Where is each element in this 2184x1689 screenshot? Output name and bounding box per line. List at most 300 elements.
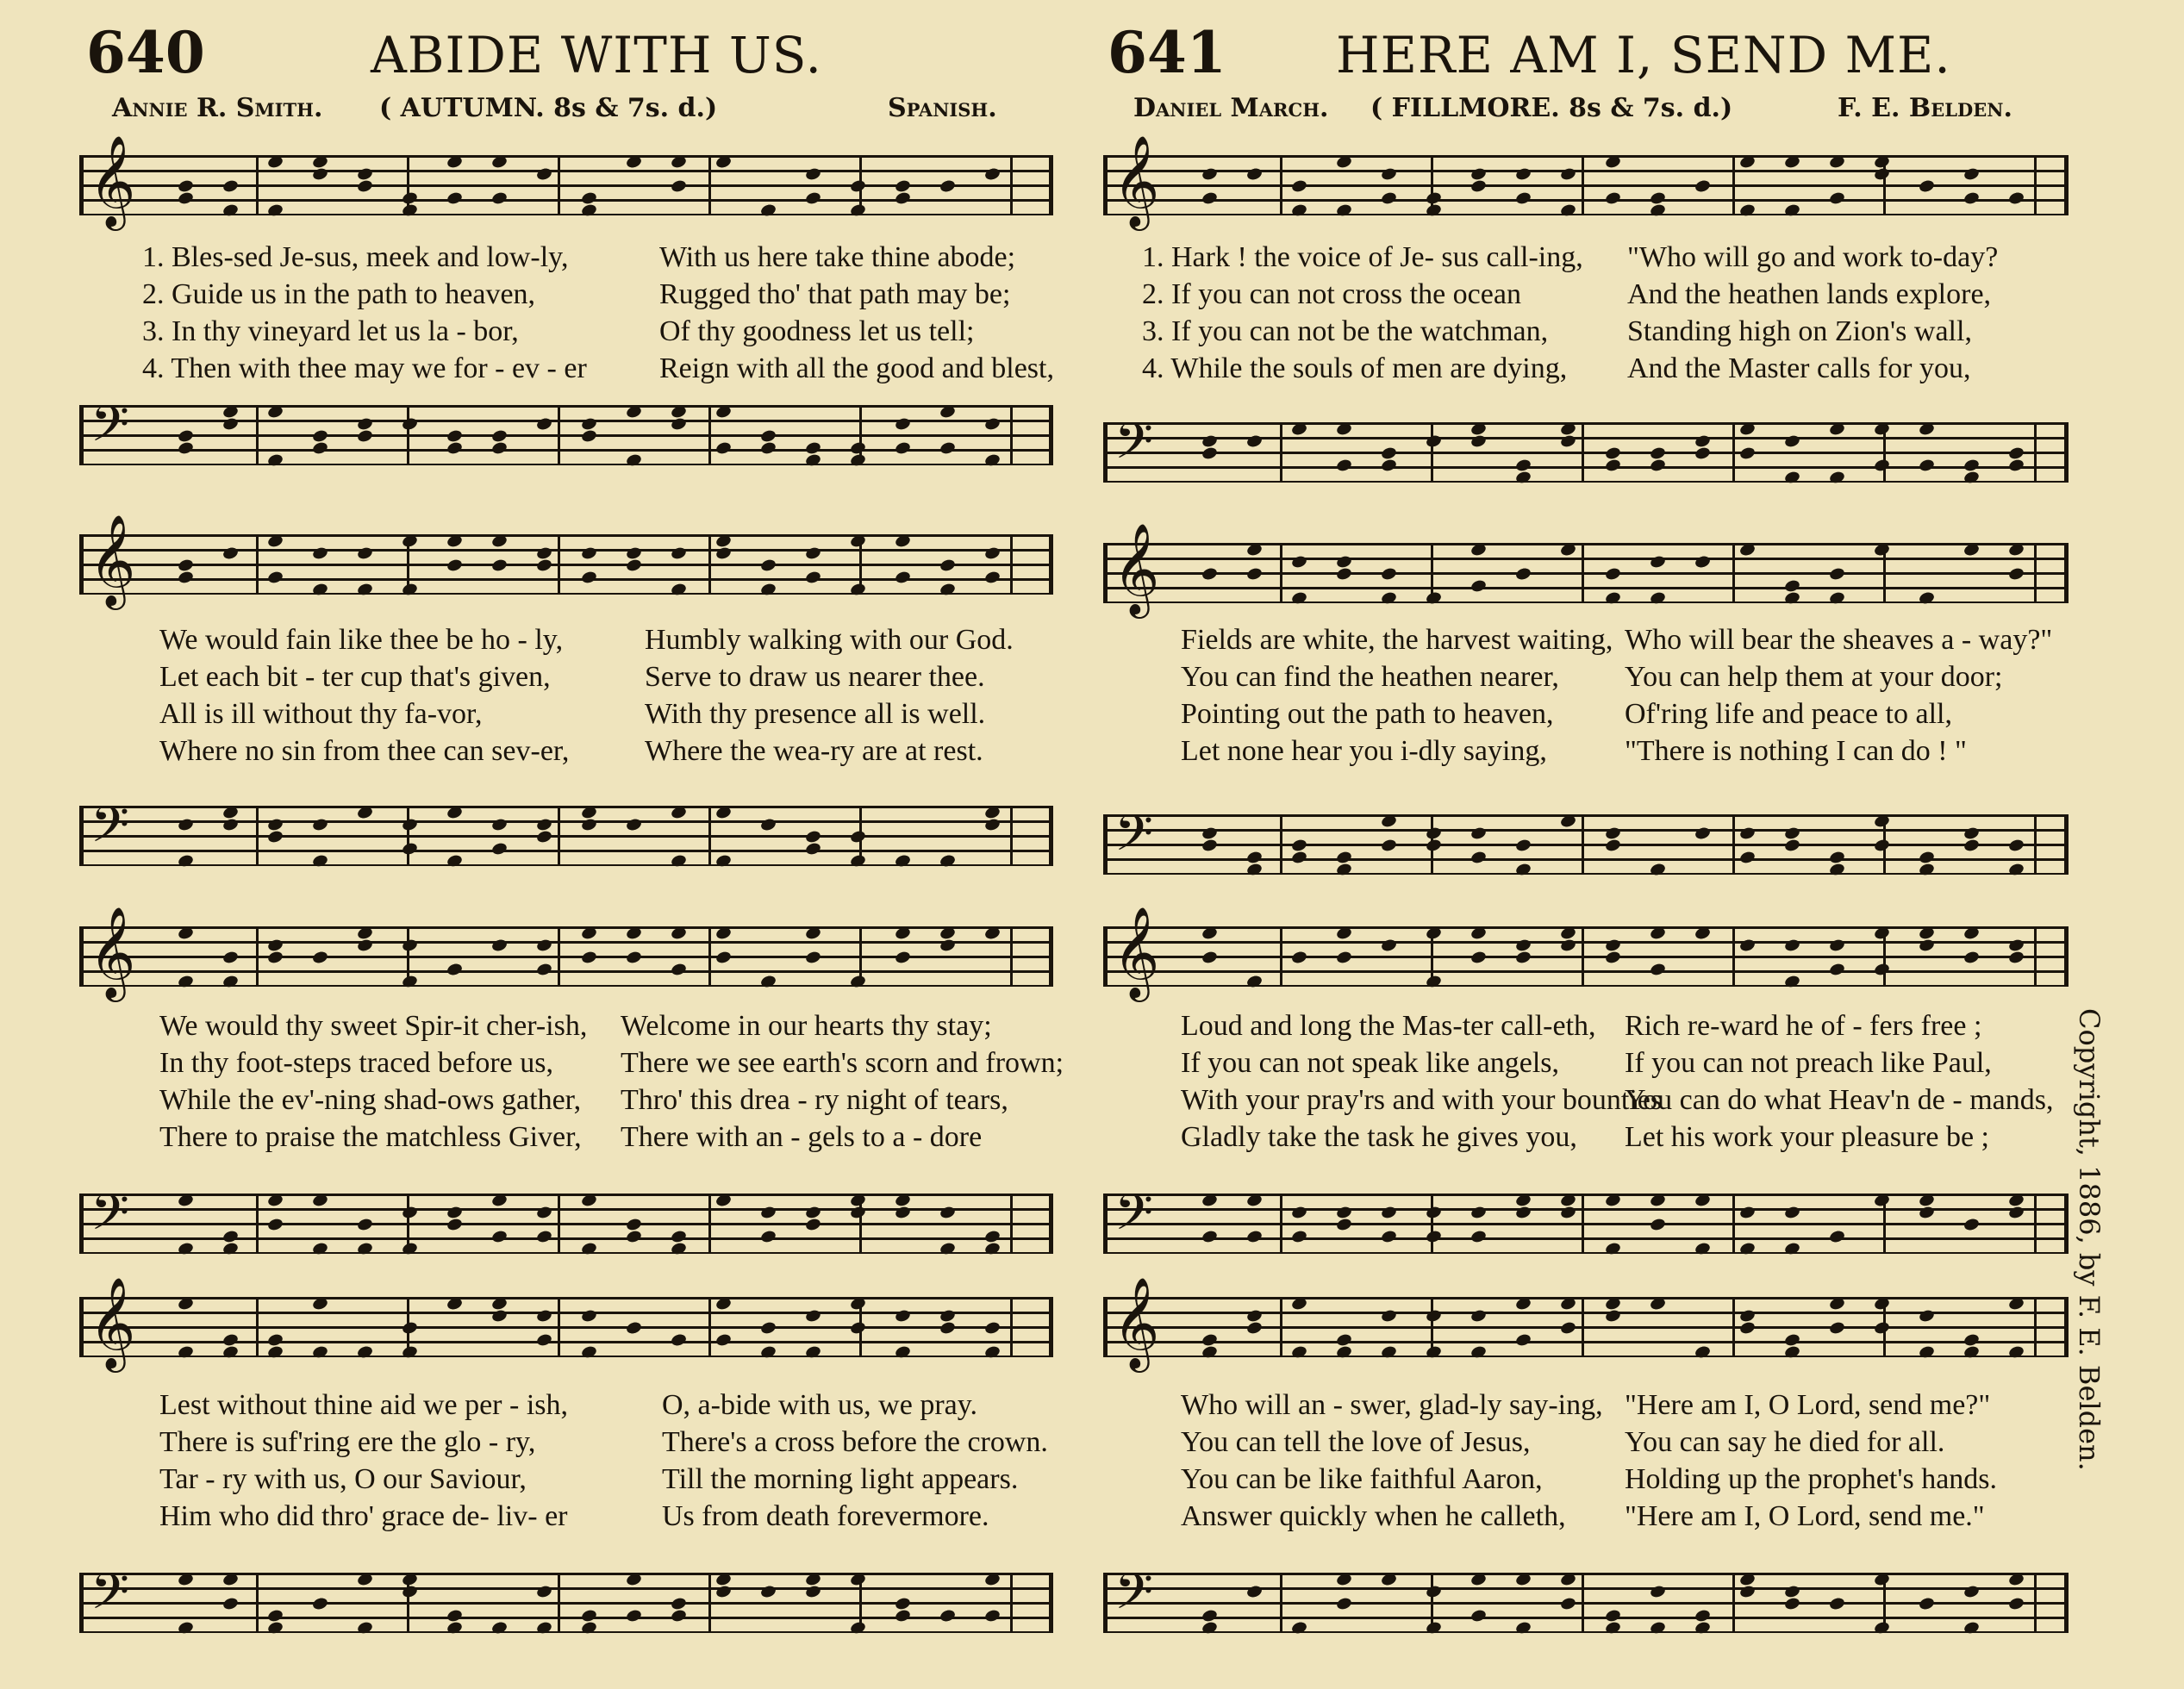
notehead: [1559, 203, 1576, 217]
notehead: [1335, 421, 1352, 436]
notehead: [401, 817, 418, 832]
notehead: [804, 440, 821, 455]
notehead: [1649, 590, 1666, 605]
notehead: [1380, 166, 1397, 181]
notehead: [1604, 1620, 1621, 1635]
lyric-line: 1. Hark ! the voice of Je- sus call-ing,: [1142, 241, 1583, 273]
barline: [1883, 926, 1886, 987]
notehead: [1738, 446, 1756, 460]
notehead: [535, 817, 552, 832]
barline: [407, 806, 409, 866]
notehead: [804, 1217, 821, 1231]
notehead: [1649, 1584, 1666, 1599]
notehead: [1514, 950, 1532, 964]
notehead: [1828, 590, 1845, 605]
notehead: [1335, 1572, 1352, 1586]
barline: [708, 806, 711, 866]
notehead: [939, 938, 956, 952]
notehead: [1694, 1620, 1711, 1635]
notehead: [2007, 950, 2025, 964]
notehead: [1738, 1241, 1756, 1256]
notehead: [1559, 926, 1576, 940]
treble-clef-icon: 𝄞: [1113, 522, 1160, 614]
notehead: [2007, 1296, 2025, 1311]
barline: [1010, 534, 1013, 595]
notehead: [356, 178, 373, 193]
notehead: [1783, 826, 1800, 840]
notehead: [849, 1296, 866, 1311]
notehead: [714, 1584, 732, 1599]
notehead: [1918, 850, 1935, 864]
notehead: [983, 1608, 1001, 1623]
notehead: [804, 452, 821, 467]
notehead: [1470, 826, 1487, 840]
lyric-line: Reign with all the good and blest,: [659, 352, 1054, 384]
notehead: [490, 154, 508, 169]
notehead: [1873, 1296, 1890, 1311]
notehead: [1380, 838, 1397, 852]
notehead: [446, 1296, 463, 1311]
notehead: [311, 853, 328, 868]
notehead: [1380, 1205, 1397, 1219]
barline: [1732, 422, 1735, 483]
notehead: [1335, 850, 1352, 864]
barline: [859, 1297, 862, 1357]
notehead: [1873, 458, 1890, 472]
notehead: [1873, 154, 1890, 169]
lyric-line: Who will an - swer, glad-ly say-ing,: [1181, 1389, 1603, 1421]
notehead: [177, 1572, 194, 1586]
barline: [1732, 1297, 1735, 1357]
notehead: [446, 1205, 463, 1219]
tune-name: ( FILLMORE. 8s & 7s. d.): [1370, 93, 1733, 123]
barline: [1280, 422, 1282, 483]
notehead: [222, 203, 239, 217]
notehead: [1425, 1620, 1442, 1635]
notehead: [894, 1205, 911, 1219]
barline: [256, 1573, 259, 1633]
notehead: [1559, 1296, 1576, 1311]
notehead: [1380, 446, 1397, 460]
notehead: [714, 1572, 732, 1586]
notehead: [849, 203, 866, 217]
barline: [1883, 155, 1886, 215]
tune-name: ( AUTUMN. 8s & 7s. d.): [379, 93, 718, 123]
barline: [558, 1297, 560, 1357]
notehead: [804, 829, 821, 844]
lyric-line: "Who will go and work to-day?: [1627, 241, 1999, 273]
notehead: [2007, 542, 2025, 557]
notehead: [1335, 1217, 1352, 1231]
notehead: [222, 178, 239, 193]
notehead: [625, 1572, 642, 1586]
notehead: [1873, 1620, 1890, 1635]
notehead: [177, 440, 194, 455]
lyric-line: We would thy sweet Spir-it cher-ish,: [159, 1010, 588, 1042]
notehead: [1335, 154, 1352, 169]
notehead: [1694, 1344, 1711, 1359]
notehead: [266, 570, 284, 584]
notehead: [311, 1193, 328, 1207]
notehead: [1245, 974, 1263, 988]
notehead: [894, 1596, 911, 1611]
treble-staff: [79, 1276, 1053, 1368]
notehead: [849, 1620, 866, 1635]
notehead: [490, 1193, 508, 1207]
notehead: [759, 203, 777, 217]
notehead: [1649, 203, 1666, 217]
notehead: [1335, 1596, 1352, 1611]
notehead: [356, 938, 373, 952]
notehead: [177, 853, 194, 868]
notehead: [894, 440, 911, 455]
notehead: [1783, 1205, 1800, 1219]
notehead: [535, 545, 552, 560]
notehead: [222, 1241, 239, 1256]
notehead: [1604, 458, 1621, 472]
lyric-line: You can tell the love of Jesus,: [1181, 1426, 1531, 1458]
bass-clef-icon: 𝄢: [90, 1562, 130, 1633]
notehead: [670, 582, 687, 596]
notehead: [1425, 926, 1442, 940]
barline: [1280, 1573, 1282, 1633]
notehead: [1335, 862, 1352, 876]
lyric-line: Standing high on Zion's wall,: [1627, 315, 1972, 347]
treble-staff: [1103, 1276, 2069, 1368]
notehead: [177, 1296, 194, 1311]
treble-staff: [79, 906, 1053, 998]
notehead: [1694, 446, 1711, 460]
barline: [1010, 1573, 1013, 1633]
notehead: [311, 154, 328, 169]
barline: [1883, 814, 1886, 875]
notehead: [535, 558, 552, 572]
notehead: [1559, 1320, 1576, 1335]
notehead: [1514, 1332, 1532, 1347]
notehead: [311, 817, 328, 832]
barline: [1732, 926, 1735, 987]
treble-staff: [79, 514, 1053, 606]
notehead: [804, 1205, 821, 1219]
lyric-line: 3. In thy vineyard let us la - bor,: [142, 315, 519, 347]
notehead: [222, 545, 239, 560]
notehead: [625, 545, 642, 560]
notehead: [1873, 962, 1890, 976]
notehead: [849, 533, 866, 548]
notehead: [1783, 1332, 1800, 1347]
notehead: [401, 1241, 418, 1256]
notehead: [580, 1308, 597, 1323]
barline: [407, 1297, 409, 1357]
notehead: [1201, 1229, 1218, 1243]
notehead: [266, 829, 284, 844]
notehead: [670, 545, 687, 560]
notehead: [1649, 446, 1666, 460]
notehead: [849, 1193, 866, 1207]
notehead: [1962, 950, 1980, 964]
notehead: [2007, 1193, 2025, 1207]
notehead: [1245, 1229, 1263, 1243]
notehead: [939, 853, 956, 868]
barline: [1883, 422, 1886, 483]
notehead: [1290, 1205, 1307, 1219]
notehead: [1783, 1344, 1800, 1359]
music-credit: Spanish.: [888, 93, 997, 123]
notehead: [1738, 938, 1756, 952]
notehead: [1425, 838, 1442, 852]
notehead: [1783, 1596, 1800, 1611]
notehead: [670, 1229, 687, 1243]
lyric-line: All is ill without thy fa-vor,: [159, 698, 483, 730]
notehead: [670, 1332, 687, 1347]
notehead: [1918, 590, 1935, 605]
notehead: [1425, 203, 1442, 217]
notehead: [714, 545, 732, 560]
barline: [2034, 814, 2037, 875]
notehead: [177, 1620, 194, 1635]
notehead: [625, 154, 642, 169]
notehead: [266, 533, 284, 548]
barline: [1010, 806, 1013, 866]
lyric-line: Answer quickly when he calleth,: [1181, 1500, 1566, 1532]
notehead: [1514, 1572, 1532, 1586]
notehead: [1828, 421, 1845, 436]
notehead: [983, 1572, 1001, 1586]
notehead: [939, 582, 956, 596]
barline: [558, 1194, 560, 1254]
barline: [1010, 405, 1013, 465]
barline: [1732, 1573, 1735, 1633]
lyric-line: Us from death forevermore.: [662, 1500, 989, 1532]
notehead: [1604, 1241, 1621, 1256]
lyric-line: Him who did thro' grace de- liv- er: [159, 1500, 568, 1532]
notehead: [222, 974, 239, 988]
notehead: [983, 1344, 1001, 1359]
notehead: [759, 817, 777, 832]
notehead: [222, 1332, 239, 1347]
notehead: [1604, 190, 1621, 205]
notehead: [849, 440, 866, 455]
notehead: [446, 558, 463, 572]
bass-clef-icon: 𝄢: [1114, 1562, 1154, 1633]
bass-staff: [79, 1183, 1053, 1254]
notehead: [266, 1332, 284, 1347]
notehead: [1470, 950, 1487, 964]
notehead: [1918, 178, 1935, 193]
notehead: [222, 416, 239, 431]
notehead: [759, 1229, 777, 1243]
notehead: [356, 166, 373, 181]
notehead: [1918, 1205, 1935, 1219]
barline: [1431, 1297, 1433, 1357]
notehead: [1425, 826, 1442, 840]
notehead: [580, 190, 597, 205]
notehead: [1425, 1205, 1442, 1219]
notehead: [1783, 1241, 1800, 1256]
notehead: [1559, 938, 1576, 952]
notehead: [1335, 566, 1352, 581]
notehead: [804, 190, 821, 205]
notehead: [1290, 1620, 1307, 1635]
notehead: [1201, 1620, 1218, 1635]
lyric-line: Where the wea-ry are at rest.: [645, 735, 983, 767]
notehead: [356, 416, 373, 431]
notehead: [446, 1608, 463, 1623]
notehead: [939, 440, 956, 455]
barline: [2034, 926, 2037, 987]
barline: [558, 926, 560, 987]
lyric-line: 2. If you can not cross the ocean: [1142, 278, 1521, 310]
barline: [256, 1194, 259, 1254]
bass-staff: [79, 795, 1053, 866]
lyric-line: You can say he died for all.: [1625, 1426, 1945, 1458]
lyric-line: Rugged tho' that path may be;: [659, 278, 1011, 310]
barline: [558, 1573, 560, 1633]
notehead: [1962, 926, 1980, 940]
notehead: [1514, 566, 1532, 581]
barline: [407, 1194, 409, 1254]
notehead: [446, 440, 463, 455]
barline: [558, 806, 560, 866]
notehead: [894, 570, 911, 584]
notehead: [1470, 578, 1487, 593]
notehead: [1290, 178, 1307, 193]
notehead: [1514, 190, 1532, 205]
notehead: [446, 428, 463, 443]
notehead: [894, 1308, 911, 1323]
lyric-line: Who will bear the sheaves a - way?": [1625, 624, 2053, 656]
notehead: [1962, 1344, 1980, 1359]
barline: [558, 155, 560, 215]
notehead: [1828, 154, 1845, 169]
notehead: [714, 950, 732, 964]
notehead: [401, 841, 418, 856]
notehead: [849, 974, 866, 988]
notehead: [1649, 1193, 1666, 1207]
barline: [1280, 1297, 1282, 1357]
barline: [407, 155, 409, 215]
notehead: [535, 962, 552, 976]
notehead: [983, 416, 1001, 431]
barline: [1010, 926, 1013, 987]
notehead: [849, 1320, 866, 1335]
notehead: [1245, 1193, 1263, 1207]
barline: [708, 1573, 711, 1633]
notehead: [266, 452, 284, 467]
notehead: [1201, 950, 1218, 964]
barline: [1732, 814, 1735, 875]
notehead: [1873, 813, 1890, 828]
notehead: [939, 178, 956, 193]
notehead: [1559, 421, 1576, 436]
notehead: [222, 950, 239, 964]
bass-staff: [1103, 412, 2069, 483]
notehead: [1649, 554, 1666, 569]
notehead: [1425, 974, 1442, 988]
notehead: [1380, 1572, 1397, 1586]
notehead: [311, 1296, 328, 1311]
notehead: [670, 805, 687, 820]
notehead: [1290, 1344, 1307, 1359]
lyric-line: Let none hear you i-dly saying,: [1181, 735, 1547, 767]
notehead: [1425, 1229, 1442, 1243]
notehead: [625, 452, 642, 467]
notehead: [266, 950, 284, 964]
notehead: [177, 190, 194, 205]
notehead: [1694, 1193, 1711, 1207]
notehead: [177, 1241, 194, 1256]
notehead: [1245, 1308, 1263, 1323]
notehead: [1918, 421, 1935, 436]
treble-clef-icon: 𝄞: [89, 906, 136, 998]
barline: [708, 926, 711, 987]
notehead: [1828, 1229, 1845, 1243]
notehead: [311, 1596, 328, 1611]
barline: [859, 534, 862, 595]
notehead: [535, 166, 552, 181]
notehead: [1201, 166, 1218, 181]
treble-clef-icon: 𝄞: [1113, 134, 1160, 227]
notehead: [1828, 862, 1845, 876]
notehead: [1604, 938, 1621, 952]
notehead: [1783, 578, 1800, 593]
notehead: [1828, 1320, 1845, 1335]
notehead: [266, 203, 284, 217]
notehead: [266, 817, 284, 832]
notehead: [580, 926, 597, 940]
notehead: [222, 805, 239, 820]
barline: [1883, 1573, 1886, 1633]
barline: [708, 1194, 711, 1254]
treble-clef-icon: 𝄞: [89, 514, 136, 606]
music-credit: F. E. Belden.: [1838, 93, 2012, 123]
notehead: [2007, 938, 2025, 952]
notehead: [1962, 542, 1980, 557]
notehead: [939, 558, 956, 572]
notehead: [714, 805, 732, 820]
barline: [407, 534, 409, 595]
notehead: [1559, 1572, 1576, 1586]
notehead: [670, 416, 687, 431]
notehead: [1694, 826, 1711, 840]
treble-staff: [79, 134, 1053, 227]
notehead: [1649, 862, 1666, 876]
barline: [2034, 1573, 2037, 1633]
notehead: [177, 926, 194, 940]
notehead: [1694, 1608, 1711, 1623]
lyric-line: 1. Bles-sed Je-sus, meek and low-ly,: [142, 241, 569, 273]
notehead: [1604, 446, 1621, 460]
notehead: [580, 950, 597, 964]
notehead: [670, 853, 687, 868]
notehead: [849, 178, 866, 193]
notehead: [1694, 554, 1711, 569]
notehead: [311, 428, 328, 443]
notehead: [1738, 1308, 1756, 1323]
notehead: [939, 1205, 956, 1219]
lyric-line: Of'ring life and peace to all,: [1625, 698, 1952, 730]
notehead: [1380, 590, 1397, 605]
treble-clef-icon: 𝄞: [89, 134, 136, 227]
notehead: [1828, 470, 1845, 484]
notehead: [177, 1344, 194, 1359]
barline: [407, 1573, 409, 1633]
notehead: [849, 1205, 866, 1219]
notehead: [714, 1296, 732, 1311]
notehead: [266, 938, 284, 952]
notehead: [1783, 838, 1800, 852]
notehead: [1514, 458, 1532, 472]
